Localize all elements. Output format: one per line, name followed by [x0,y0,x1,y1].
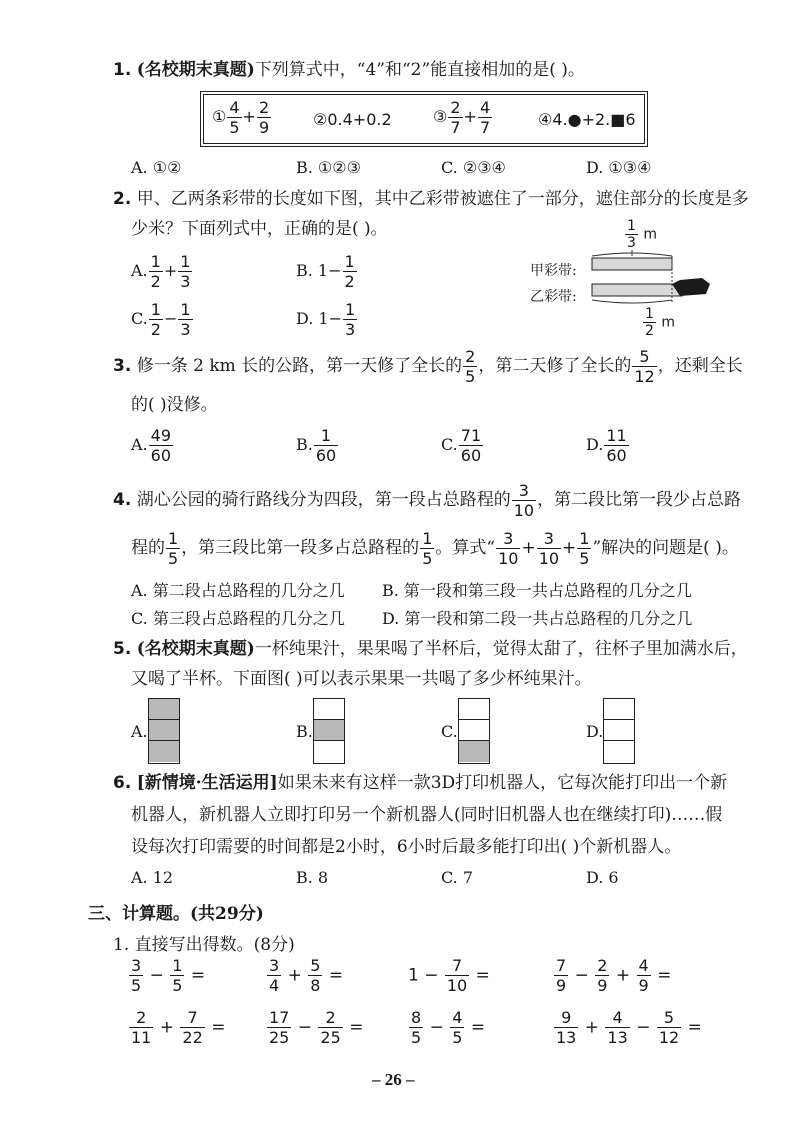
ribbon-bottom-length: $\frac{1}{2}$ m [645,306,676,339]
q1-option-c[interactable]: C. ②③④ [441,158,506,177]
section-3-title: 三、计算题。(共29分) [88,904,264,924]
calc-r1c1: $\frac{3}{5}$ − $\frac{1}{5}$ = [131,956,206,995]
q1-option-a[interactable]: A. ①② [131,158,182,177]
q1-item-1: ① $\frac{4}{5}$ + $\frac{2}{9}$ [212,98,270,137]
q5-option-d[interactable]: D. [586,722,604,741]
question-6: 6. [新情境·生活运用]如果未来有这样一款3D打印机器人，它每次能打印出一个新 [113,773,728,793]
q6-option-c[interactable]: C. 7 [441,868,474,887]
q5-option-c[interactable]: C. [441,722,458,741]
q2-option-c[interactable]: C. $\frac{1}{2}$ − $\frac{1}{3}$ [131,300,191,339]
q5-cup-c [458,698,490,764]
q6-option-a[interactable]: A. 12 [131,868,174,887]
calc-r1c3: 1 − $\frac{7}{10}$ = [408,956,490,995]
calc-r1c2: $\frac{3}{4}$ + $\frac{5}{8}$ = [269,956,344,995]
question-6-line3: 设每次打印需要的时间都是2小时，6小时后最多能打印出( )个新机器人。 [131,837,682,857]
calc-r2c4: $\frac{9}{13}$ + $\frac{4}{13}$ − $\frac{5}{12}$ = [556,1008,702,1047]
q3-option-a[interactable]: A. $\frac{49}{60}$ [131,426,171,465]
q1-option-b[interactable]: B. ①②③ [296,158,361,177]
q1-option-d[interactable]: D. ①③④ [586,158,652,177]
question-5-line2: 又喝了半杯。下面图( )可以表示果果一共喝了多少杯纯果汁。 [131,669,592,689]
question-4-line2: 程的 $\frac{1}{5}$ ，第三段比第一段多占总路程的 $\frac{1}{5}$ 。算式“ $\frac{3}{10}$ + $\frac{3}{10}$ + $\frac{1}{5}$ ”解决的问题是( )。 [131,529,739,568]
question-2: 2. 甲、乙两条彩带的长度如下图，其中乙彩带被遮住了一部分，遮住部分的长度是多 [113,189,749,209]
q4-option-c[interactable]: C. 第三段占总路程的几分之几 [131,609,345,628]
question-3-line2: 的( )没修。 [131,395,218,415]
question-6-line2: 机器人，新机器人立即打印另一个新机器人(同时旧机器人也在继续打印)……假 [131,805,723,825]
question-4: 4. 湖心公园的骑行路线分为四段，第一段占总路程的 $\frac{3}{10}$ ，第二段比第一段少占总路 [113,481,742,520]
q4-option-d[interactable]: D. 第一段和第二段一共占总路程的几分之几 [382,609,693,628]
q1-text: 下列算式中，“4”和“2”能直接相加的是( )。 [254,60,585,80]
q4-option-a[interactable]: A. 第二段占总路程的几分之几 [131,581,345,600]
q1-item-3: ③ $\frac{2}{7}$ + $\frac{4}{7}$ [433,98,491,137]
q1-tag: (名校期末真题) [136,60,255,80]
section-3-subtitle: 1. 直接写出得数。(8分) [113,935,295,955]
q6-option-d[interactable]: D. 6 [586,868,619,887]
q3-option-d[interactable]: D. $\frac{11}{60}$ [586,426,627,465]
question-5: 5. (名校期末真题)一杯纯果汁，果果喝了半杯后，觉得太甜了，往杯子里加满水后， [113,639,748,659]
q1-item-2: ②0.4+0.2 [313,110,392,129]
calc-r2c1: $\frac{2}{11}$ + $\frac{7}{22}$ = [131,1008,226,1047]
calc-r2c2: $\frac{17}{25}$ − $\frac{2}{25}$ = [269,1008,364,1047]
q4-option-b[interactable]: B. 第一段和第三段一共占总路程的几分之几 [382,581,692,600]
calc-r1c4: $\frac{7}{9}$ − $\frac{2}{9}$ + $\frac{4}{9}$ = [556,956,672,995]
ribbon-label-yi: 乙彩带: [530,289,577,305]
ribbon-drawing [530,248,720,318]
page-number: – 26 – [372,1070,415,1089]
q2-option-b[interactable]: B. 1− $\frac{1}{2}$ [296,252,355,291]
q5-cup-d [603,698,635,764]
q5-cup-a [148,698,180,764]
question-1: 1. (名校期末真题)下列算式中，“4”和“2”能直接相加的是( )。 [113,60,585,80]
calc-r2c3: $\frac{8}{5}$ − $\frac{4}{5}$ = [411,1008,486,1047]
q2-option-d[interactable]: D. 1− $\frac{1}{3}$ [296,300,356,339]
q2-option-a[interactable]: A. $\frac{1}{2}$ + $\frac{1}{3}$ [131,252,191,291]
q3-option-b[interactable]: B. $\frac{1}{60}$ [296,426,337,465]
q5-option-b[interactable]: B. [296,722,313,741]
q3-option-c[interactable]: C. $\frac{71}{60}$ [441,426,482,465]
q6-option-b[interactable]: B. 8 [296,868,329,887]
ribbon-top-length: $\frac{1}{3}$ m [627,218,658,251]
ribbon-label-jia: 甲彩带: [530,263,577,279]
question-3: 3. 修一条 2 km 长的公路，第一天修了全长的 $\frac{2}{5}$ ，第二天修了全长的 $\frac{5}{12}$ ，还剩全长 [113,347,743,386]
q5-option-a[interactable]: A. [131,722,148,741]
ribbon-figure [530,218,720,348]
q5-cup-b [313,698,345,764]
question-2-line2: 少米？下面列式中，正确的是( )。 [131,219,388,239]
q1-item-4: ④4.●+2.■6 [538,110,636,129]
